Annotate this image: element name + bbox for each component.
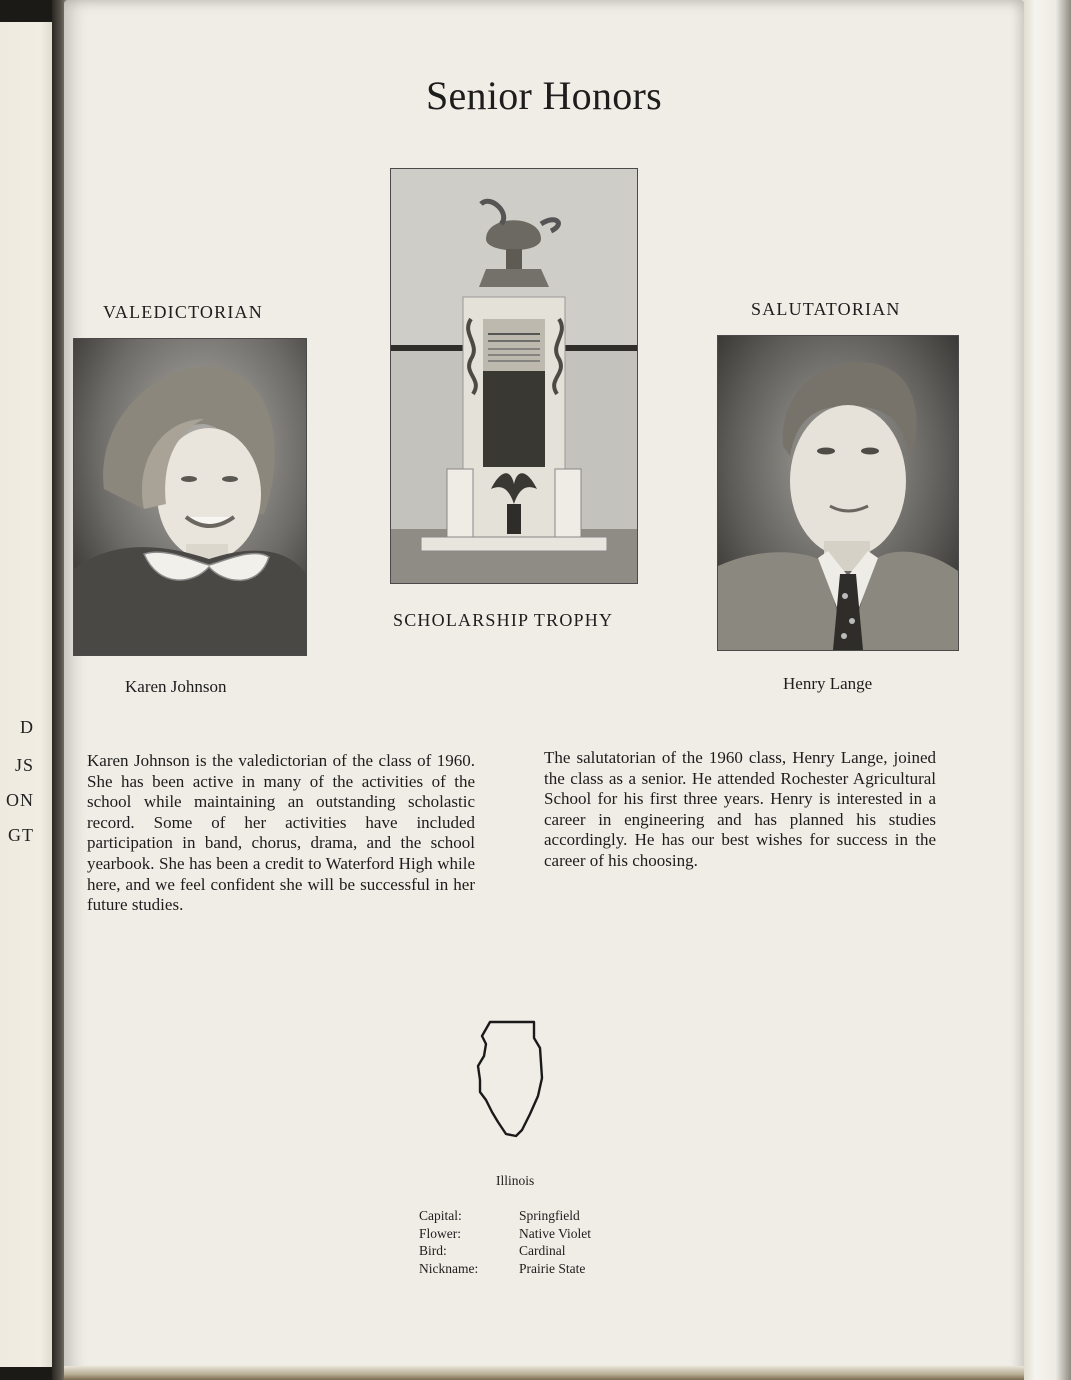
page-fragment-text: JS bbox=[14, 755, 34, 775]
state-fact-row bbox=[419, 1207, 591, 1225]
fact-value: Cardinal bbox=[519, 1243, 566, 1259]
fact-label: Bird: bbox=[419, 1243, 447, 1259]
page-title: Senior Honors bbox=[425, 73, 663, 118]
valedictorian-name: Karen Johnson bbox=[125, 677, 227, 696]
valedictorian-bio: Karen Johnson is the valedictorian of the class of 1960. She has been active in many of the activities of the school while maintaining an outstanding scholastic record. Some of her activities have included participation in band, chorus, drama, and the school yearbook. She has been a credit to Waterford High while here, and we feel confident she will be successful in her future studies. bbox=[87, 751, 475, 915]
state-fact-row bbox=[419, 1242, 591, 1260]
page-bottom-edge bbox=[64, 1366, 1024, 1380]
salutatorian-bio: The salutatorian of the 1960 class, Henry Lange, joined the class as a senior. He attended Rochester Agricultural School for his first three years. Henry is interested in a career in engineering and has planned his studies accordingly. He has our best wishes for success in the career of his choosing. bbox=[544, 748, 936, 870]
valedictorian-heading: VALEDICTORIAN bbox=[103, 302, 263, 322]
fact-label: Flower: bbox=[419, 1225, 461, 1241]
page-fragment-text: GT bbox=[8, 825, 34, 845]
fact-value: Native Violet bbox=[519, 1225, 592, 1241]
yearbook-page bbox=[64, 0, 1024, 1380]
salutatorian-photo bbox=[717, 335, 959, 651]
fact-label: Nickname: bbox=[419, 1260, 479, 1276]
page-fragment-text: D bbox=[20, 717, 34, 737]
fact-value: Springfield bbox=[519, 1208, 580, 1223]
book-cover-edge bbox=[1020, 0, 1071, 1380]
state-fact-row bbox=[419, 1260, 591, 1278]
salutatorian-name: Henry Lange bbox=[783, 674, 873, 693]
fact-label: Capital: bbox=[419, 1208, 462, 1223]
previous-page-edge bbox=[0, 22, 58, 1367]
trophy-caption: SCHOLARSHIP TROPHY bbox=[393, 610, 614, 630]
valedictorian-photo bbox=[73, 338, 307, 656]
salutatorian-heading: SALUTATORIAN bbox=[751, 299, 901, 319]
page-fragment-text: ON bbox=[6, 790, 34, 810]
state-name: Illinois bbox=[496, 1173, 535, 1188]
scholarship-trophy-photo bbox=[390, 168, 638, 584]
fact-value: Prairie State bbox=[519, 1260, 586, 1276]
state-fact-row bbox=[419, 1225, 591, 1243]
illinois-outline-map bbox=[472, 1018, 546, 1142]
state-facts-list bbox=[419, 1207, 591, 1277]
